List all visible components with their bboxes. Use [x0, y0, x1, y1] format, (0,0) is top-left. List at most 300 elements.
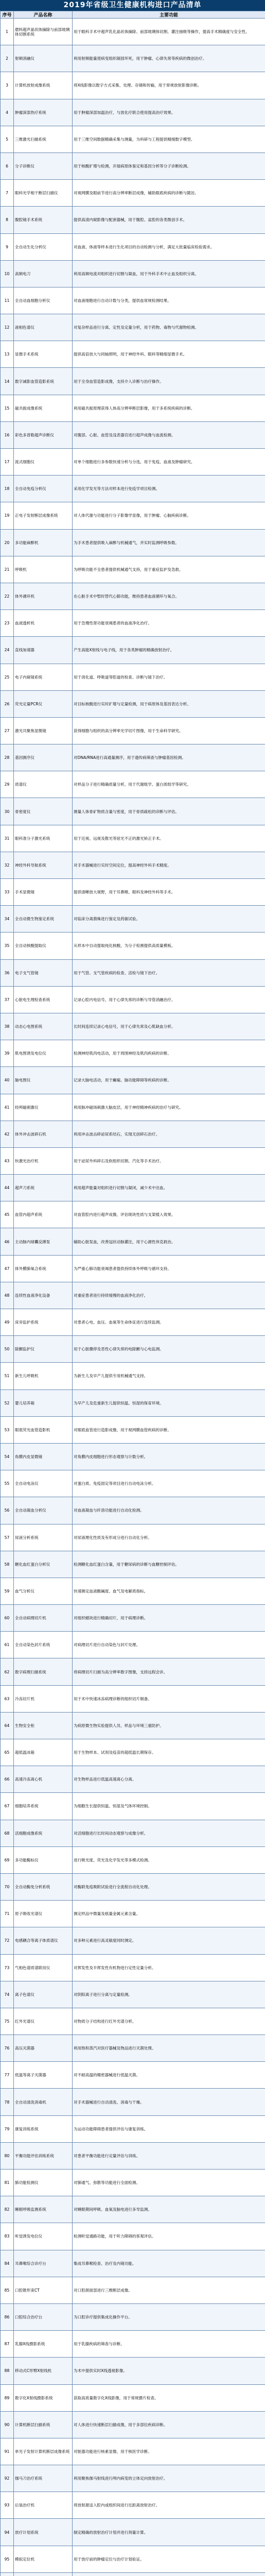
table-row: [1, 610, 265, 637]
row-number: 20: [1, 529, 14, 556]
table-row: [1, 502, 265, 529]
header-no: 序号: [1, 11, 14, 19]
product-function: 为口腔诊疗提供集成化操作平台。: [73, 2303, 265, 2330]
table-row: [1, 771, 265, 798]
table-row: [1, 152, 265, 179]
table-row: [1, 825, 265, 852]
product-name: 耳鼻喉综合诊疗台: [14, 2250, 73, 2277]
product-function: 对酶联免疫吸附试验进行全流程自动化处理。: [73, 1873, 265, 1900]
row-number: 29: [1, 771, 14, 798]
product-function: 用于生物样本、试剂及疫苗的超低温长期保存。: [73, 1739, 265, 1766]
product-name: 睡眠呼吸监测系统: [14, 2196, 73, 2223]
product-name: 质谱仪: [14, 771, 73, 798]
product-function: 为细胞生长提供恒温、恒湿及气体环境控制。: [73, 1793, 265, 1820]
product-function: 在心脏手术中暂时替代心肺功能，维持患者血液循环与氧合。: [73, 583, 265, 609]
table-row: [1, 421, 265, 448]
table-row: [1, 260, 265, 287]
product-name: 平衡功能评估训练系统: [14, 2142, 73, 2169]
row-number: 53: [1, 1416, 14, 1443]
table-row: [1, 2384, 265, 2411]
product-name: 数字减影血管造影系统: [14, 368, 73, 395]
product-name: 原子吸收光谱仪: [14, 1901, 73, 1927]
product-name: 新生儿呼吸机: [14, 1363, 73, 1389]
row-number: 57: [1, 1524, 14, 1551]
product-name: 全自动清洗消毒机: [14, 2089, 73, 2115]
row-number: 87: [1, 2331, 14, 2358]
table-row: [1, 906, 265, 933]
product-function: 用于乳腺疾病的筛查与诊断。: [73, 2331, 265, 2358]
table-row: [1, 1820, 265, 1846]
row-number: 72: [1, 1927, 14, 1954]
table-row: [1, 1685, 265, 1712]
row-number: 49: [1, 1309, 14, 1336]
product-name: 糖化血红蛋白分析仪: [14, 1551, 73, 1578]
product-function: 对腹部、心脏、血管及浅表器官进行超声成像与血流检测。: [73, 421, 265, 448]
table-row: [1, 207, 265, 233]
table-body: [1, 19, 265, 2576]
row-number: 60: [1, 1605, 14, 1632]
row-number: 21: [1, 556, 14, 583]
table-row: [1, 986, 265, 1013]
row-number: 80: [1, 2142, 14, 2169]
row-number: 14: [1, 368, 14, 395]
product-name: 单光子发射计算机断层成像系统: [14, 2438, 73, 2465]
product-name: 磨料超声晶状体摘除与前部玻璃体切割系统: [14, 19, 73, 45]
row-number: 17: [1, 449, 14, 476]
product-name: 眼科光学相干断层扫描仪: [14, 180, 73, 207]
row-number: 12: [1, 314, 14, 341]
product-name: 腹腔镜手术系统: [14, 207, 73, 233]
row-number: 1: [1, 19, 14, 45]
product-function: 用于核酸扩增与检测，开展病原体鉴定和基因分析等分子诊断检测。: [73, 152, 265, 179]
product-function: 利用射频能量使病变组织凝固坏死，用于肿瘤、心律失常等疾病的微创治疗。: [73, 45, 265, 72]
row-number: 9: [1, 233, 14, 260]
product-name: 电子内窥镜系统: [14, 664, 73, 690]
page-title: 2019年省级卫生健康机构进口产品清单: [0, 0, 265, 11]
product-name: 血管内超声系统: [14, 1201, 73, 1228]
product-function: 对手术器械进行自动清洗、消毒与干燥。: [73, 2089, 265, 2115]
product-function: 用于肿瘤深部加温治疗，与放化疗联合使用提高治疗效果。: [73, 99, 265, 126]
product-function: 对眼底血管进行造影成像，用于视网膜血管疾病的诊断。: [73, 1416, 265, 1443]
header-function: 主要功能: [73, 11, 265, 19]
table-row: [1, 1121, 265, 1147]
product-function: 长时间连续记录心电信号，用于心律失常及心肌缺血分析。: [73, 1013, 265, 1040]
row-number: 38: [1, 1013, 14, 1040]
product-name: 显微手术系统: [14, 341, 73, 368]
row-number: 69: [1, 1846, 14, 1873]
row-number: 61: [1, 1632, 14, 1658]
row-number: 54: [1, 1443, 14, 1470]
table-row: [1, 1470, 265, 1497]
product-name: 全自动生化分析仪: [14, 233, 73, 260]
row-number: 91: [1, 2438, 14, 2465]
product-name: 三维激光扫描系统: [14, 126, 73, 152]
table-row: [1, 2303, 265, 2330]
product-name: 康复训练系统: [14, 2115, 73, 2142]
table-row: [1, 1981, 265, 2008]
product-function: 对蛋白质、免疫固定等项目进行自动电泳分析。: [73, 1470, 265, 1497]
row-number: 36: [1, 959, 14, 986]
product-name: 流式细胞仪: [14, 449, 73, 476]
row-number: 35: [1, 933, 14, 959]
product-name: 射频消融仪: [14, 45, 73, 72]
table-row: [1, 1175, 265, 1201]
table-row: [1, 1147, 265, 1174]
product-function: 获取高质量数字化X线影像，用于常规摄片检查。: [73, 2384, 265, 2411]
table-row: [1, 2062, 265, 2089]
product-name: 移动式C形臂X射线机: [14, 2358, 73, 2384]
row-number: 75: [1, 2008, 14, 2035]
product-function: 对血液凝血与纤溶功能进行自动化检测。: [73, 1497, 265, 1524]
row-number: 45: [1, 1201, 14, 1228]
product-function: 用于泌尿外科碎石及软组织切割、汽化等手术治疗。: [73, 1147, 265, 1174]
row-number: 13: [1, 341, 14, 368]
row-number: 4: [1, 99, 14, 126]
product-name: 神经外科导航系统: [14, 852, 73, 878]
row-number: 78: [1, 2089, 14, 2115]
table-row: [1, 2411, 265, 2438]
table-row: [1, 1578, 265, 1604]
product-function: 对重症患者进行持续缓慢的血液净化治疗。: [73, 1282, 265, 1309]
row-number: 67: [1, 1793, 14, 1820]
product-name: 生物安全柜: [14, 1712, 73, 1739]
product-name: 动态心电图系统: [14, 1013, 73, 1040]
table-row: [1, 2008, 265, 2035]
product-function: 对目标核酸进行实时扩增与定量检测，用于病原体及基因表达分析。: [73, 690, 265, 717]
product-function: 对肺通气、弥散等功能进行全面检测。: [73, 2170, 265, 2196]
product-name: 主动脉内球囊反搏泵: [14, 1228, 73, 1255]
product-name: 模拟定位机: [14, 2546, 73, 2572]
product-name: 计算机断层扫描系统: [14, 2411, 73, 2438]
row-number: 76: [1, 2035, 14, 2062]
product-name: 直线加速器: [14, 637, 73, 664]
product-function: 对不耐高温的精密器械进行低温灭菌。: [73, 2062, 265, 2089]
product-name: 乳腺X线摄影系统: [14, 2331, 73, 2358]
row-number: 68: [1, 1820, 14, 1846]
product-name: 基因测序仪: [14, 744, 73, 771]
product-table: [0, 11, 265, 2576]
product-name: 后装治疗机: [14, 2492, 73, 2519]
product-function: 对单个细胞进行多参数快速分析与分选，用于免疫、血液及肿瘤研究。: [73, 449, 265, 476]
product-name: 角膜内皮显微镜: [14, 1443, 73, 1470]
product-function: 将病理切片扫描为高分辨率数字图像，支持远程会诊。: [73, 1658, 265, 1685]
product-function: 对视网膜及眼前节进行高分辨率断层成像，辅助眼底疾病的诊断与随访。: [73, 180, 265, 207]
product-name: 低温等离子灭菌器: [14, 2062, 73, 2089]
table-row: [1, 1927, 265, 1954]
product-name: [14, 2572, 73, 2576]
product-function: [73, 2572, 265, 2576]
product-function: 测定样品中微量及痕量金属元素含量。: [73, 1901, 265, 1927]
row-number: 5: [1, 126, 14, 152]
product-name: 口腔综合治疗台: [14, 2303, 73, 2330]
product-function: 对血管腔内进行超声成像，评估斑块性质与支架植入效果。: [73, 1201, 265, 1228]
table-row: [1, 1282, 265, 1309]
product-name: 经颅磁刺激仪: [14, 1094, 73, 1121]
product-name: 骨密度仪: [14, 798, 73, 825]
table-row: [1, 2142, 265, 2169]
product-function: 产生高能X射线与电子线，用于各类肿瘤的精确放射治疗。: [73, 637, 265, 664]
product-name: 数字病理扫描系统: [14, 1658, 73, 1685]
row-number: 44: [1, 1175, 14, 1201]
product-function: 对物质分子结构进行红外光谱分析。: [73, 2008, 265, 2035]
product-function: 采用化学发光等方法对样本进行免疫学项目检测。: [73, 476, 265, 502]
row-number: 26: [1, 690, 14, 717]
table-row: [1, 45, 265, 72]
table-row: [1, 1846, 265, 1873]
product-function: 对角膜内皮细胞进行形态观察与计数分析。: [73, 1443, 265, 1470]
product-function: 利用脉冲磁场刺激大脑皮层，用于神经精神疾病的治疗与研究。: [73, 1094, 265, 1121]
row-number: 11: [1, 287, 14, 314]
product-name: 呼吸机: [14, 556, 73, 583]
table-row: [1, 476, 265, 502]
product-name: 荧光定量PCR仪: [14, 690, 73, 717]
product-name: 尿液分析系统: [14, 1524, 73, 1551]
product-function: 对挥发性及半挥发性有机物进行定性定量分析。: [73, 1954, 265, 1981]
table-row: [1, 1309, 265, 1336]
row-number: [1, 2572, 14, 2576]
product-name: 血气分析仪: [14, 1578, 73, 1604]
row-number: 7: [1, 180, 14, 207]
table-row: [1, 72, 265, 99]
product-function: 利用冲击波击碎泌尿系结石，实现无创碎石治疗。: [73, 1121, 265, 1147]
row-number: 8: [1, 207, 14, 233]
table-row: [1, 879, 265, 906]
row-number: 93: [1, 2492, 14, 2519]
product-function: 利用饱和蒸汽对医疗器械及物品进行灭菌处理。: [73, 2035, 265, 2062]
product-name: 听觉诱发电位仪: [14, 2223, 73, 2250]
table-row: [1, 1632, 265, 1658]
row-number: 65: [1, 1739, 14, 1766]
table-row: [1, 1013, 265, 1040]
row-number: 56: [1, 1497, 14, 1524]
row-number: 40: [1, 1067, 14, 1094]
table-row: [1, 1067, 265, 1094]
product-function: 为术中提供实时X线透视影像。: [73, 2358, 265, 2384]
row-number: 47: [1, 1255, 14, 1282]
product-function: 为病原微生物实验提供人员、样品与环境三重防护。: [73, 1712, 265, 1739]
table-row: [1, 395, 265, 421]
table-row: [1, 1201, 265, 1228]
row-number: 71: [1, 1901, 14, 1927]
row-number: 85: [1, 2277, 14, 2303]
product-function: 对病理切片进行自动染色与封片处理。: [73, 1632, 265, 1658]
row-number: 82: [1, 2196, 14, 2223]
product-name: 肺功能检测仪: [14, 2170, 73, 2196]
product-function: 利用磁共振原理获得人体高分辨率断层影像，用于多系统疾病的诊断。: [73, 395, 265, 421]
product-name: 红外光谱仪: [14, 2008, 73, 2035]
product-function: 从样本中自动提取纯化核酸，为分子检测提供高质量模板。: [73, 933, 265, 959]
product-name: 电感耦合等离子体质谱仪: [14, 1927, 73, 1954]
row-number: 55: [1, 1470, 14, 1497]
table-row: [1, 19, 265, 45]
product-name: 离子色谱仪: [14, 1981, 73, 2008]
table-row: [1, 1443, 265, 1470]
row-number: 23: [1, 610, 14, 637]
product-function: 用于近视、远视及散光等屈光不正的激光矫正手术。: [73, 825, 265, 852]
table-row: [1, 2438, 265, 2465]
product-name: 血液透析机: [14, 610, 73, 637]
table-row: [1, 2358, 265, 2384]
row-number: 66: [1, 1766, 14, 1793]
product-function: 对手术器械进行实时空间定位，提高神经外科手术精度。: [73, 852, 265, 878]
product-function: 用于气管、支气管疾病的检查、活检与镜下治疗。: [73, 959, 265, 986]
product-function: 利用高频电流对组织进行切割与凝血，用于外科手术中止血及组织分离。: [73, 260, 265, 287]
table-row: [1, 529, 265, 556]
row-number: 3: [1, 72, 14, 99]
product-function: 用于心脏骤停及恶性心律失常的电除颤与心电监测。: [73, 1336, 265, 1363]
table-row: [1, 1040, 265, 1067]
table-row: [1, 2089, 265, 2115]
table-row: [1, 126, 265, 152]
product-name: 细胞培养系统: [14, 1793, 73, 1820]
row-number: 46: [1, 1228, 14, 1255]
product-name: 脑电图仪: [14, 1067, 73, 1094]
table-row: [1, 1094, 265, 1121]
product-name: 肿瘤深部热疗系统: [14, 99, 73, 126]
row-number: 2: [1, 45, 14, 72]
product-function: 对睡眠期间呼吸、血氧及脑电进行多导监测。: [73, 2196, 265, 2223]
row-number: 94: [1, 2519, 14, 2546]
table-row: [1, 233, 265, 260]
table-row: [1, 2465, 265, 2492]
product-function: 快速测定血液酸碱度、血气及电解质指标。: [73, 1578, 265, 1604]
product-function: 用于眼科手术中超声乳化晶状体摘除、前部玻璃体切割、灌注抽吸等操作，提高手术精确度与安全性。: [73, 19, 265, 45]
row-number: 95: [1, 2546, 14, 2572]
table-row: [1, 1497, 265, 1524]
product-function: 将放射源送入腔内或组织间进行近距离放射治疗。: [73, 2492, 265, 2519]
product-function: 利用超声能量对组织进行切割与凝闭，减少术中出血。: [73, 1175, 265, 1201]
product-name: 激光共聚焦显微镜: [14, 717, 73, 744]
table-row: [1, 99, 265, 126]
row-number: 25: [1, 664, 14, 690]
row-number: 30: [1, 798, 14, 825]
table-row: [1, 690, 265, 717]
table-row: [1, 798, 265, 825]
product-name: 多功能麻醉机: [14, 529, 73, 556]
row-number: 43: [1, 1147, 14, 1174]
row-number: 18: [1, 476, 14, 502]
row-number: 42: [1, 1121, 14, 1147]
table-row: [1, 2519, 265, 2546]
table-row: [1, 1551, 265, 1578]
product-function: 对患者心电、血压、血氧等生命体征进行连续监测。: [73, 1309, 265, 1336]
table-row: [1, 933, 265, 959]
product-name: 高速冷冻离心机: [14, 1766, 73, 1793]
product-name: 液相色谱仪: [14, 314, 73, 341]
row-number: 64: [1, 1712, 14, 1739]
product-name: 高压灭菌器: [14, 2035, 73, 2062]
product-name: 正电子发射断层成像系统: [14, 502, 73, 529]
row-number: 6: [1, 152, 14, 179]
row-number: 41: [1, 1094, 14, 1121]
row-number: 16: [1, 421, 14, 448]
table-row: [1, 664, 265, 690]
product-name: 超声刀系统: [14, 1175, 73, 1201]
table-row: [1, 1416, 265, 1443]
table-row: [1, 2196, 265, 2223]
table-row: [1, 2572, 265, 2576]
product-name: 全自动病理切片机: [14, 1605, 73, 1632]
table-row: [1, 744, 265, 771]
product-function: 对患者平衡功能进行定量评估与训练。: [73, 2142, 265, 2169]
product-name: 超低温冰箱: [14, 1739, 73, 1766]
row-number: 83: [1, 2223, 14, 2250]
product-name: 多功能酶标仪: [14, 1846, 73, 1873]
table-row: [1, 1524, 265, 1551]
row-number: 28: [1, 744, 14, 771]
row-number: 19: [1, 502, 14, 529]
row-number: 79: [1, 2115, 14, 2142]
product-name: 床旁监护系统: [14, 1309, 73, 1336]
product-name: 放疗计划系统: [14, 2519, 73, 2546]
product-name: 全自动核酸提取仪: [14, 933, 73, 959]
table-row: [1, 368, 265, 395]
row-number: 89: [1, 2384, 14, 2411]
row-number: 62: [1, 1658, 14, 1685]
product-name: 除颤监护仪: [14, 1336, 73, 1363]
product-function: 将X线影像以数字方式采集、处理、存储和传输，用于常规放射影像诊断。: [73, 72, 265, 99]
product-name: 彩色多普勒超声诊断仪: [14, 421, 73, 448]
product-name: 伽马刀治疗系统: [14, 2465, 73, 2492]
table-row: [1, 2170, 265, 2196]
product-function: 为严重心肺功能衰竭患者提供持续体外呼吸与循环支持。: [73, 1255, 265, 1282]
row-number: 37: [1, 986, 14, 1013]
product-function: 对口腔颌面部进行三维断层成像。: [73, 2277, 265, 2303]
row-number: 81: [1, 2170, 14, 2196]
product-function: 对组织蜡块进行精确切片，用于病理诊断。: [73, 1605, 265, 1632]
row-number: 86: [1, 2303, 14, 2330]
product-name: 活细胞成像系统: [14, 1820, 73, 1846]
table-row: [1, 1712, 265, 1739]
table-row: [1, 2250, 265, 2277]
table-row: [1, 287, 265, 314]
product-function: 对尿液理化性质及有形成分进行自动化分析。: [73, 1524, 265, 1551]
product-function: 为早产儿及危重新生儿提供恒温、恒湿的保育环境。: [73, 1389, 265, 1416]
table-row: [1, 583, 265, 609]
product-function: 提供高清内窥影像与配套器械，用于腹腔、盆腔的各类微创手术。: [73, 207, 265, 233]
table-row: [1, 1793, 265, 1820]
row-number: 50: [1, 1336, 14, 1363]
product-function: 对阴阳离子进行分离与定量检测。: [73, 1981, 265, 2008]
table-row: [1, 2223, 265, 2250]
product-name: 体外冲击波碎石机: [14, 1121, 73, 1147]
product-function: 用于全身血管造影成像，支持介入诊断与治疗操作。: [73, 368, 265, 395]
row-number: 32: [1, 852, 14, 878]
product-function: 对脏器功能进行核素显像，用于核医学诊断。: [73, 2438, 265, 2465]
table-row: [1, 180, 265, 207]
table-row: [1, 1363, 265, 1389]
product-function: 对临床分离菌株进行鉴定及药敏试验。: [73, 906, 265, 933]
product-function: 用于放疗前的肿瘤定位与治疗计划验证。: [73, 2546, 265, 2572]
row-number: 59: [1, 1578, 14, 1604]
product-function: 用于三维空间数据精确采集与测量，为科研与工程提供精细数字模型。: [73, 126, 265, 152]
table-row: [1, 1658, 265, 1685]
product-function: 对血液、体液等样本进行生化项目的自动检测与分析，满足大批量临床检验需求。: [73, 233, 265, 260]
product-function: 进行吸光度、荧光及化学发光等多模式检测。: [73, 1846, 265, 1873]
product-function: 测量人体骨矿物质含量与密度，用于骨质疏松的诊断与评估。: [73, 798, 265, 825]
product-name: 分子诊断仪: [14, 152, 73, 179]
product-name: 全自动微生物鉴定系统: [14, 906, 73, 933]
product-function: 用于急慢性肾功能衰竭患者的血液净化治疗。: [73, 610, 265, 637]
table-row: [1, 2115, 265, 2142]
product-name: 磁共振成像系统: [14, 395, 73, 421]
table-row: [1, 637, 265, 664]
table-row: [1, 852, 265, 878]
product-function: 对样品分子进行精确质量分析，用于代谢组学、蛋白质组学等研究。: [73, 771, 265, 798]
product-function: 用于消化道、呼吸道等腔道的检查、诊断与镜下治疗。: [73, 664, 265, 690]
product-function: 用于术中快速冰冻病理诊断的组织切片制备。: [73, 1685, 265, 1712]
table-header: [1, 11, 265, 19]
